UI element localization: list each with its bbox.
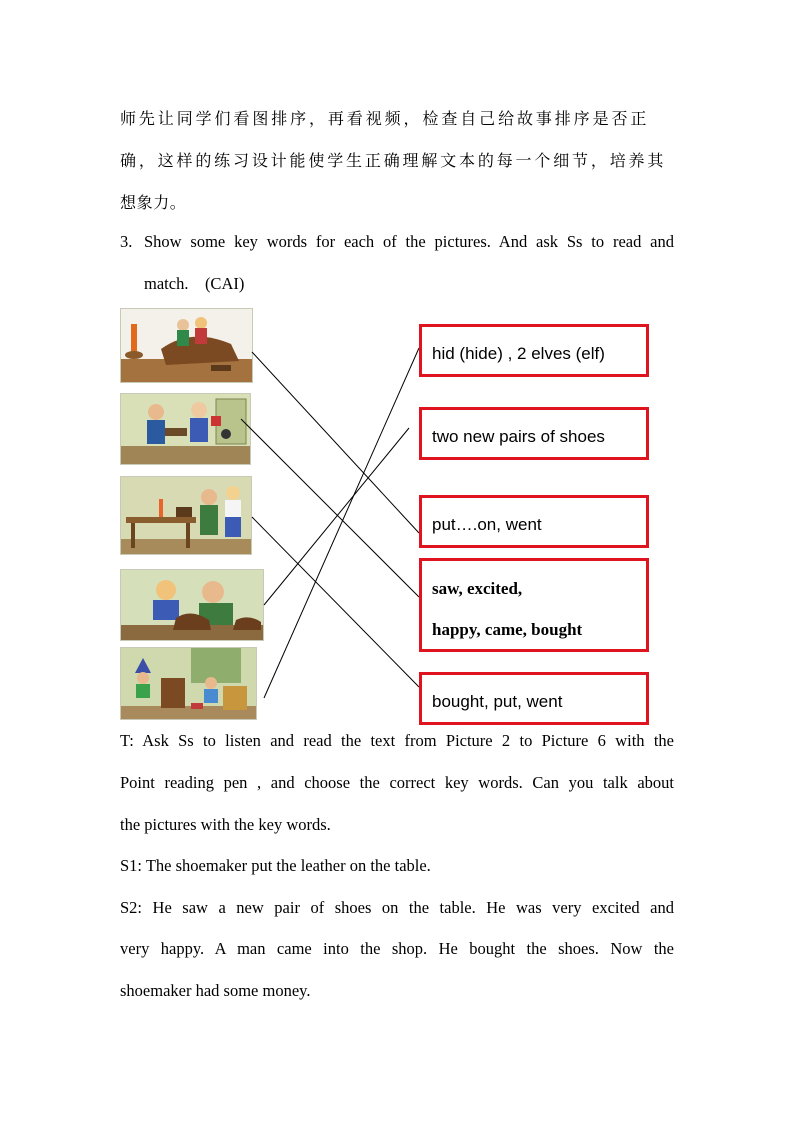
key-word-box-1-text: hid (hide) , 2 elves (elf) xyxy=(432,344,605,363)
key-word-box-2 xyxy=(419,407,649,460)
intro-line-3: 想象力。 xyxy=(120,193,187,212)
teacher-line-2: Point reading pen , and choose the correct key words. Can you talk about xyxy=(120,773,674,792)
key-word-box-4-line-2: happy, came, bought xyxy=(432,620,583,639)
match-line-1 xyxy=(252,352,419,533)
intro-line-2: 确，这样的练习设计能使学生正确理解文本的每一个细节，培养其 xyxy=(120,151,664,170)
key-word-box-2-text: two new pairs of shoes xyxy=(432,427,605,446)
student-1-line-1: S1: The shoemaker put the leather on the table. xyxy=(120,856,431,875)
key-word-box-1 xyxy=(419,324,649,377)
match-line-2 xyxy=(241,419,419,597)
student-2-line-3: shoemaker had some money. xyxy=(120,981,311,1000)
step-instruction-line-1: Show some key words for each of the pictures. And ask Ss to read and xyxy=(144,232,674,251)
student-2-line-1: S2: He saw a new pair of shoes on the table. He was very excited and xyxy=(120,898,674,917)
key-word-box-3-text: put….on, went xyxy=(432,515,542,534)
key-word-box-3 xyxy=(419,495,649,548)
match-line-4 xyxy=(264,428,409,605)
teacher-line-1: T: Ask Ss to listen and read the text from Picture 2 to Picture 6 with the xyxy=(120,731,674,750)
key-word-box-5 xyxy=(419,672,649,725)
match-line-5 xyxy=(264,348,419,698)
intro-line-1: 师先让同学们看图排序，再看视频，检查自己给故事排序是否正 xyxy=(120,109,647,128)
match-line-3 xyxy=(252,517,419,687)
key-word-box-5-text: bought, put, went xyxy=(432,692,563,711)
student-2-line-2: very happy. A man came into the shop. He bought the shoes. Now the xyxy=(120,939,674,958)
teacher-line-3: the pictures with the key words. xyxy=(120,815,331,834)
step-instruction-line-2: match. (CAI) xyxy=(144,274,245,293)
key-word-box-4-line-1: saw, excited, xyxy=(432,579,523,598)
step-number: 3. xyxy=(120,232,133,251)
key-word-box-4 xyxy=(419,558,649,652)
